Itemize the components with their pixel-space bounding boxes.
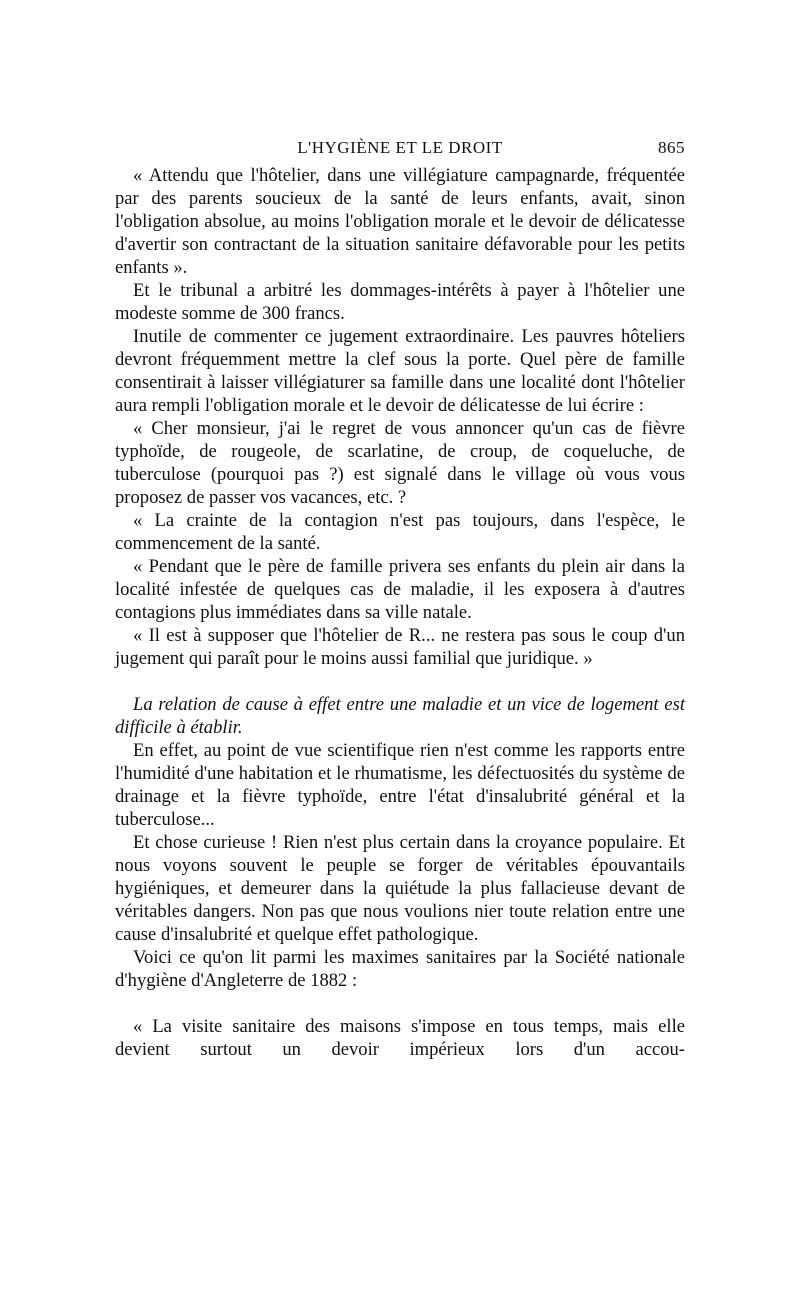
paragraph-en-effet: En effet, au point de vue scientifique rien n'est comme les rapports entre l'humidité d'une habitation et le rhumatisme, les défectuosités du système de drainage et la fièvre typhoïde, entre l'état d'insalubrité général et la tuberculose...	[115, 740, 685, 830]
running-head: L'HYGIÈNE ET LE DROIT	[297, 138, 503, 157]
book-page	[115, 138, 685, 1061]
paragraph-pendant: « Pendant que le père de famille privera ses enfants du plein air dans la localité infestée de quelques cas de maladie, il les exposera à d'autres contagions plus immédiates dans sa ville natale.	[115, 556, 685, 623]
paragraph-crainte: « La crainte de la contagion n'est pas toujours, dans l'espèce, le commencement de la santé.	[115, 510, 685, 554]
paragraph-visite-sanitaire: « La visite sanitaire des maisons s'impose en tous temps, mais elle devient surtout un devoir impérieux lors d'un accou-	[115, 1016, 685, 1060]
paragraph-cher-monsieur: « Cher monsieur, j'ai le regret de vous annoncer qu'un cas de fièvre typhoïde, de rougeole, de scarlatine, de croup, de coqueluche, de tuberculose (pourquoi pas ?) est signalé dans le village où vous vous proposez de passer vos vacances, etc. ?	[115, 418, 685, 508]
paragraph-voici: Voici ce qu'on lit parmi les maximes sanitaires par la Société nationale d'hygiène d'Angleterre de 1882 :	[115, 947, 685, 991]
page-header	[115, 138, 685, 164]
paragraph-chose-curieuse: Et chose curieuse ! Rien n'est plus certain dans la croyance populaire. Et nous voyons souvent le peuple se forger de véritables épouvantails hygiéniques, et demeurer dans la quiétude la plus fallacieuse devant de véritables dangers. Non pas que nous voulions nier toute relation entre une cause d'insalubrité et quelque effet pathologique.	[115, 832, 685, 945]
paragraph-supposer: « Il est à supposer que l'hôtelier de R... ne restera pas sous le coup d'un jugement qui paraît pour le moins aussi familial que juridique. »	[115, 625, 685, 669]
paragraph-inutile: Inutile de commenter ce jugement extraordinaire. Les pauvres hôteliers devront fréquemment mettre la clef sous la porte. Quel père de famille consentirait à laisser villégiaturer sa famille dans une localité dont l'hôtelier aura rempli l'obligation morale et le devoir de délicatesse de lui écrire :	[115, 326, 685, 416]
section-heading-italic: La relation de cause à effet entre une maladie et un vice de logement est difficile à établir.	[115, 694, 685, 738]
paragraph-tribunal: Et le tribunal a arbitré les dommages-intérêts à payer à l'hôtelier une modeste somme de 300 francs.	[115, 280, 685, 324]
page-number: 865	[658, 138, 685, 157]
paragraph-court-quote: « Attendu que l'hôtelier, dans une villégiature campagnarde, fréquentée par des parents soucieux de la santé de leurs enfants, avait, sinon l'obligation absolue, au moins l'obligation morale et le devoir de délicatesse d'avertir son contractant de la situation sanitaire défavorable pour les petits enfants ».	[115, 165, 685, 278]
